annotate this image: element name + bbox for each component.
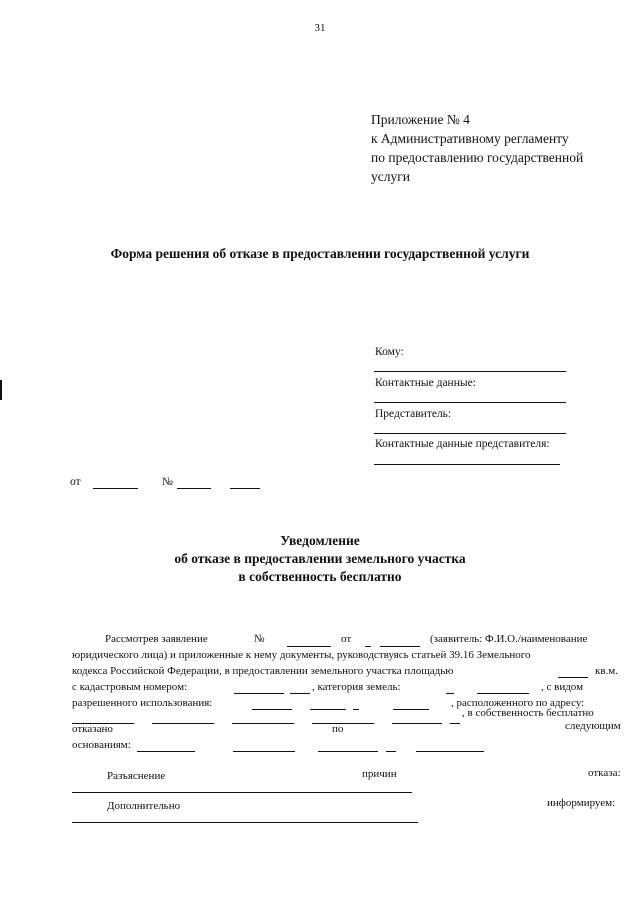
body-p1-line-2 (365, 646, 371, 647)
contacts-label: Контактные данные: (375, 377, 476, 389)
body-p8-line-4 (386, 751, 396, 752)
body-p9-c: отказа: (588, 767, 621, 779)
representative-label: Представитель: (375, 408, 452, 420)
number-underline-1 (177, 488, 211, 489)
body-p4-a: с кадастровым номером: (72, 681, 188, 693)
number-label: № (162, 476, 173, 488)
notice-title-1: Уведомление (280, 533, 360, 548)
form-title: Форма решения об отказе в предоставлении государственной услуги (110, 246, 530, 261)
contacts-underline (374, 402, 566, 403)
body-p5-line-4 (393, 709, 429, 710)
body-p1-line-1 (287, 646, 331, 647)
body-p8-a: основаниям: (72, 739, 131, 751)
representative-underline (374, 433, 566, 434)
body-p1-a: Рассмотрев заявление (105, 633, 208, 645)
body-p6-line-5 (392, 723, 442, 724)
body-p5-line-1 (252, 709, 292, 710)
body-p5-b: , расположенного по адресу: (451, 697, 585, 709)
body-p3-b: кв.м. (595, 665, 618, 677)
rep-contacts-underline (374, 464, 560, 465)
body-p4-c: , с видом (541, 681, 584, 693)
body-p6-line-3 (232, 723, 294, 724)
body-p9-line (72, 792, 412, 793)
body-p9-b: причин (362, 768, 397, 780)
date-from-label: от (70, 476, 81, 488)
body-p10-b: информируем: (547, 797, 616, 809)
notice-title-2: об отказе в предоставлении земельного участка (174, 551, 466, 566)
scan-edge-mark (0, 380, 2, 400)
body-p8-line-2 (233, 751, 295, 752)
number-underline-2 (230, 488, 260, 489)
to-label: Кому: (375, 346, 404, 358)
body-p5-line-3 (353, 709, 359, 710)
appendix-block (371, 110, 583, 186)
body-p1-ot: от (341, 633, 352, 645)
appendix-line-2: к Административному регламенту (371, 131, 569, 146)
body-p7-b: по (332, 723, 344, 735)
body-p4-b: , категория земель: (312, 681, 401, 693)
appendix-line-3: по предоставлению государственной (371, 150, 584, 165)
body-p10-a: Дополнительно (107, 800, 181, 812)
body-p9-a: Разъяснение (107, 770, 166, 782)
body-p1-line-3 (380, 646, 420, 647)
body-p1-b: (заявитель: Ф.И.О./наименование (430, 633, 588, 645)
body-p8-line-3 (318, 751, 378, 752)
body-p4-line-3 (446, 693, 454, 694)
body-p8-line-5 (416, 751, 484, 752)
body-p1-no: № (254, 633, 265, 645)
body-p7-c: следующим (565, 720, 621, 732)
body-p3-a: кодекса Российской Федерации, в предоставлении земельного участка площадью (72, 665, 454, 677)
body-p4-line-1 (234, 693, 284, 694)
body-p10-line (72, 822, 418, 823)
body-p4-line-4 (477, 693, 529, 694)
to-underline (374, 371, 566, 372)
body-p6-line-6 (450, 723, 460, 724)
body-p4-line-2 (290, 693, 310, 694)
page-number: 31 (314, 22, 326, 34)
body-p3-line (558, 677, 588, 678)
notice-title-3: в собственность бесплатно (238, 569, 402, 584)
appendix-line-1: Приложение № 4 (371, 112, 470, 127)
body-p2: юридического лица) и приложенные к нему документы, руководствуясь статьей 39.16 Земельного (72, 649, 531, 661)
body-p6-b: , в собственность бесплатно (462, 707, 594, 719)
body-p7-a: отказано (72, 723, 113, 735)
appendix-line-4: услуги (371, 169, 410, 184)
rep-contacts-label: Контактные данные представителя: (375, 438, 550, 450)
body-p5-line-2 (310, 709, 346, 710)
date-underline (93, 488, 138, 489)
body-p6-line-2 (152, 723, 214, 724)
body-p8-line-1 (137, 751, 195, 752)
body-p5-a: разрешенного использования: (72, 697, 213, 709)
